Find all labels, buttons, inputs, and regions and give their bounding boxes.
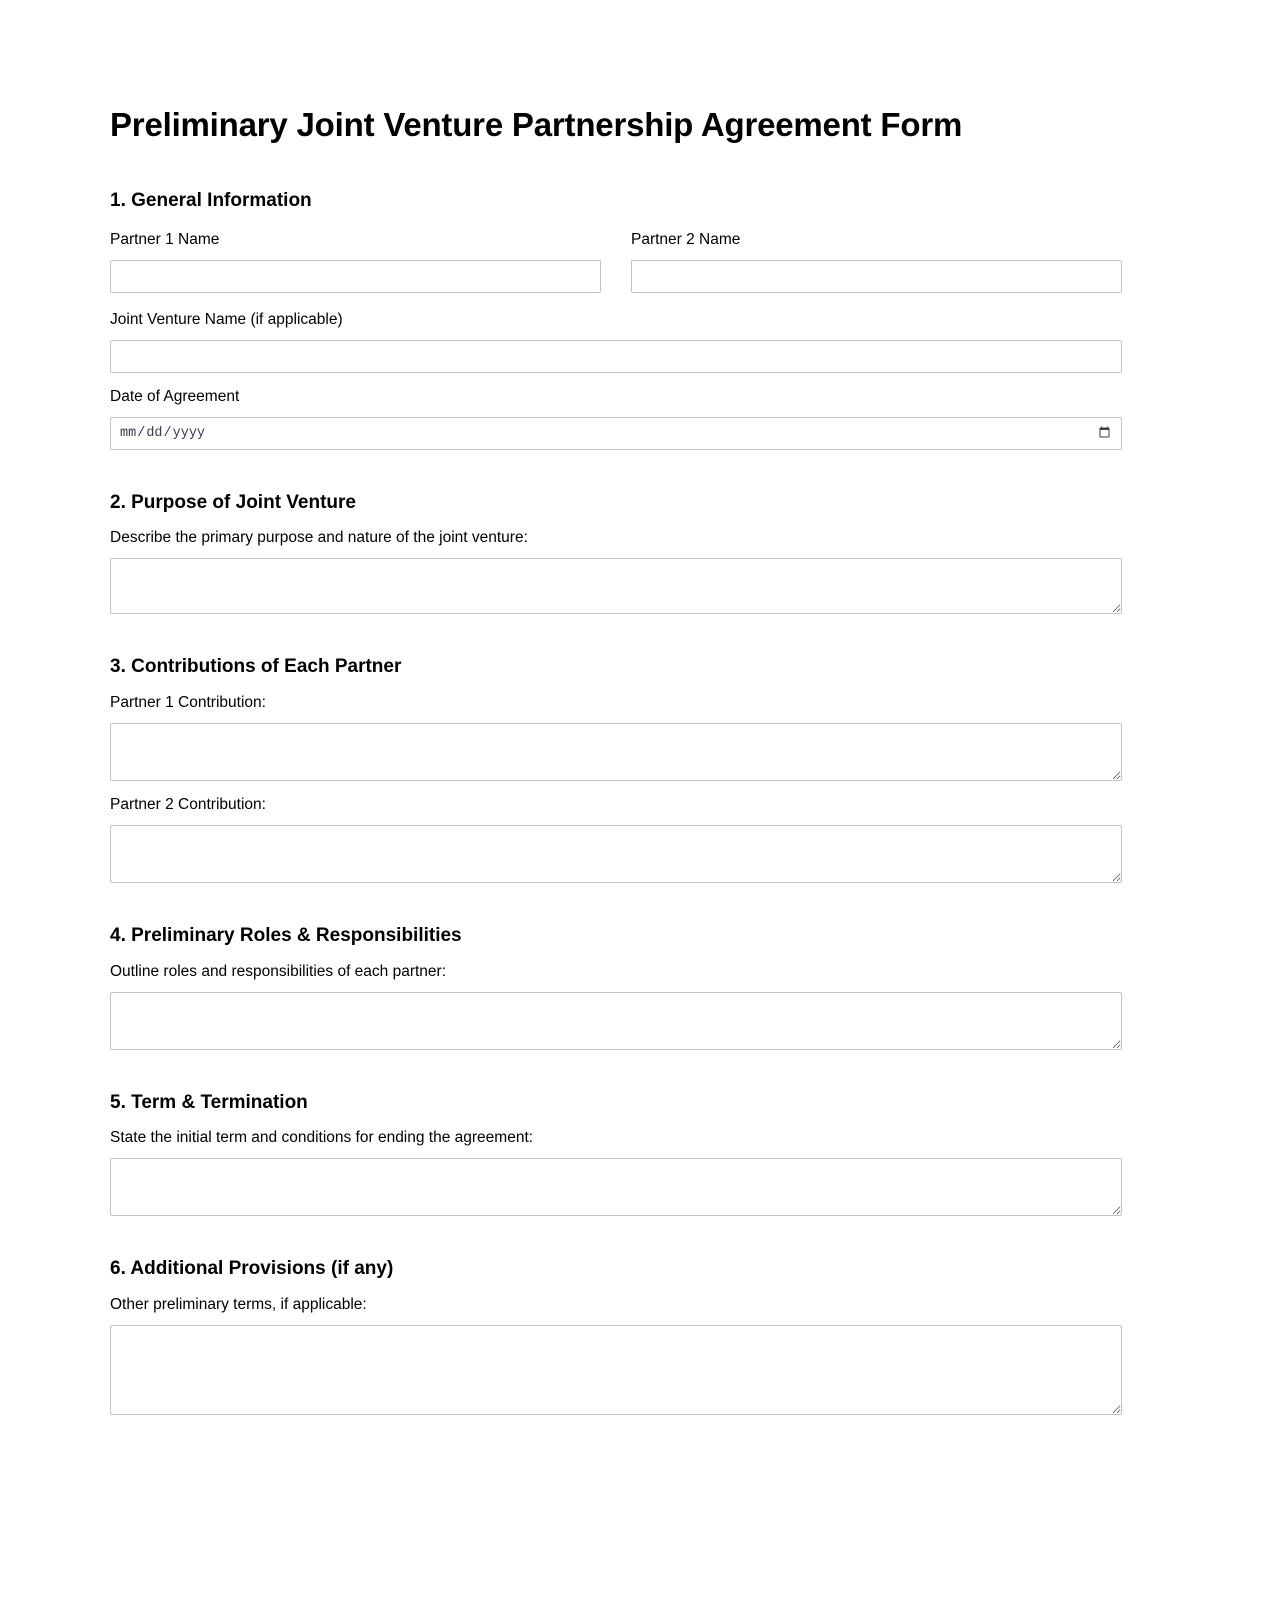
section-heading-preliminary-roles-responsibilities: 4. Preliminary Roles & Responsibilities [110,924,462,946]
section-contributions-of-each-partner [110,614,1122,883]
term-termination-label: State the initial term and conditions for ending the agreement: [110,1129,534,1147]
section-heading-purpose-of-joint-venture: 2. Purpose of Joint Venture [110,491,356,513]
partner-1-contribution-group [110,693,1122,781]
date-of-agreement-label: Date of Agreement [110,387,240,405]
section-heading-term-termination: 5. Term & Termination [110,1091,308,1113]
section-preliminary-roles-responsibilities [110,883,1122,1050]
joint-venture-name-group [110,310,1122,373]
section-heading-general-information: 1. General Information [110,189,312,211]
partner-2-name-input[interactable] [631,260,1122,293]
partner-1-name-group [110,230,601,293]
additional-provisions-label: Other preliminary terms, if applicable: [110,1296,367,1314]
partner-2-contribution-textarea[interactable] [110,825,1122,883]
partner-2-contribution-group [110,795,1122,883]
section-heading-additional-provisions: 6. Additional Provisions (if any) [110,1258,394,1280]
date-of-agreement-group [110,387,1122,450]
partner-names-row [110,230,1122,293]
roles-responsibilities-group [110,962,1122,1050]
partner-1-name-input[interactable] [110,260,601,293]
partner-1-name-label: Partner 1 Name [110,230,220,248]
roles-responsibilities-label: Outline roles and responsibilities of each partner: [110,962,447,980]
section-general-information [110,144,1122,450]
purpose-description-label: Describe the primary purpose and nature of the joint venture: [110,529,528,547]
additional-provisions-textarea[interactable] [110,1325,1122,1415]
partner-2-name-label: Partner 2 Name [631,230,741,248]
joint-venture-name-input[interactable] [110,340,1122,373]
purpose-description-group [110,528,1122,614]
joint-venture-name-label: Joint Venture Name (if applicable) [110,310,343,328]
date-of-agreement-input[interactable] [110,417,1122,450]
partner-2-name-group [631,230,1122,293]
partner-1-contribution-textarea[interactable] [110,723,1122,781]
additional-provisions-group [110,1295,1122,1415]
date-input-wrapper [110,417,1122,450]
partner-1-contribution-label: Partner 1 Contribution: [110,694,266,712]
section-heading-contributions-of-each-partner: 3. Contributions of Each Partner [110,656,402,678]
purpose-description-textarea[interactable] [110,558,1122,614]
form-content [110,0,1122,1314]
section-term-termination [110,1050,1122,1217]
term-termination-textarea[interactable] [110,1158,1122,1216]
roles-responsibilities-textarea[interactable] [110,992,1122,1050]
page-title: Preliminary Joint Venture Partnership Agreement Form [110,106,963,143]
section-purpose-of-joint-venture [110,450,1122,615]
term-termination-group [110,1128,1122,1216]
section-additional-provisions [110,1216,1122,1415]
partner-2-contribution-label: Partner 2 Contribution: [110,795,266,813]
